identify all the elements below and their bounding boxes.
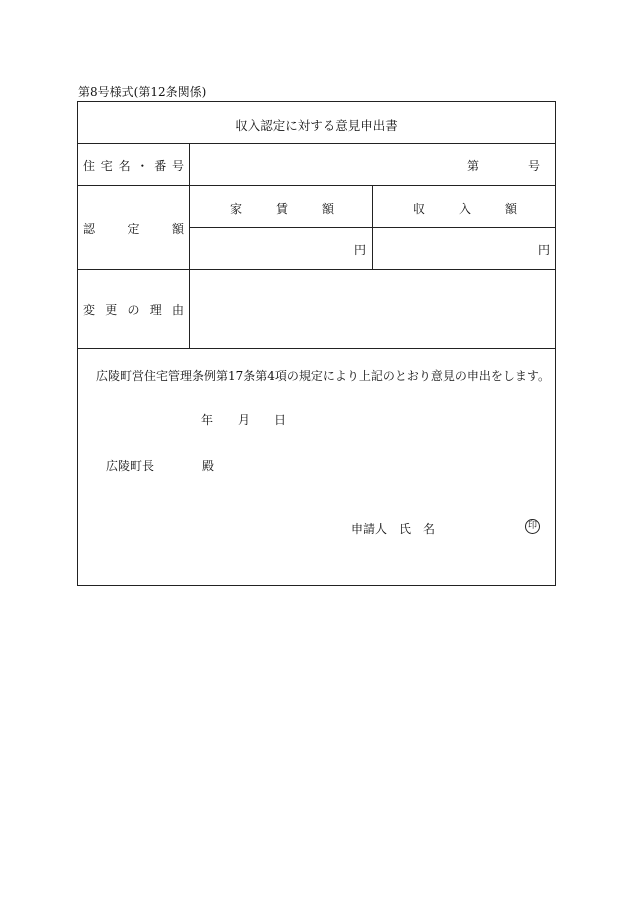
seal-mark-icon: 印: [525, 519, 540, 534]
rent-amount-unit: 円: [354, 243, 367, 257]
addressee-name: 広陵町長: [106, 459, 155, 473]
divider: [372, 185, 373, 269]
divider: [78, 269, 555, 270]
divider: [78, 348, 555, 349]
form-title: 収入認定に対する意見申出書: [235, 118, 398, 133]
addressee-honorific: 殿: [202, 459, 215, 473]
form-number-label: 第8号様式(第12条関係): [78, 85, 207, 99]
applicant-label: 申請人: [351, 522, 388, 536]
divider: [78, 143, 555, 144]
income-amount-header: 収 入 額: [413, 202, 517, 216]
date-year: 年: [201, 413, 214, 427]
application-form: [77, 101, 556, 586]
rent-amount-header: 家 賃 額: [230, 202, 334, 216]
divider: [189, 143, 190, 348]
date-day: 日: [274, 413, 287, 427]
housing-number-suffix: 号: [528, 159, 541, 173]
housing-number-prefix: 第: [467, 159, 480, 173]
date-month: 月: [238, 413, 251, 427]
housing-name-number-label: 住 宅 名 ・ 番 号: [83, 159, 184, 173]
approved-amount-label: 認 定 額: [83, 222, 184, 236]
declaration-statement: 広陵町営住宅管理条例第17条第4項の規定により上記のとおり意見の申出をします。: [96, 369, 550, 383]
change-reason-label: 変 更 の 理 由: [83, 303, 184, 317]
divider: [78, 185, 555, 186]
income-amount-unit: 円: [538, 243, 551, 257]
applicant-name-label: 氏 名: [399, 522, 436, 536]
